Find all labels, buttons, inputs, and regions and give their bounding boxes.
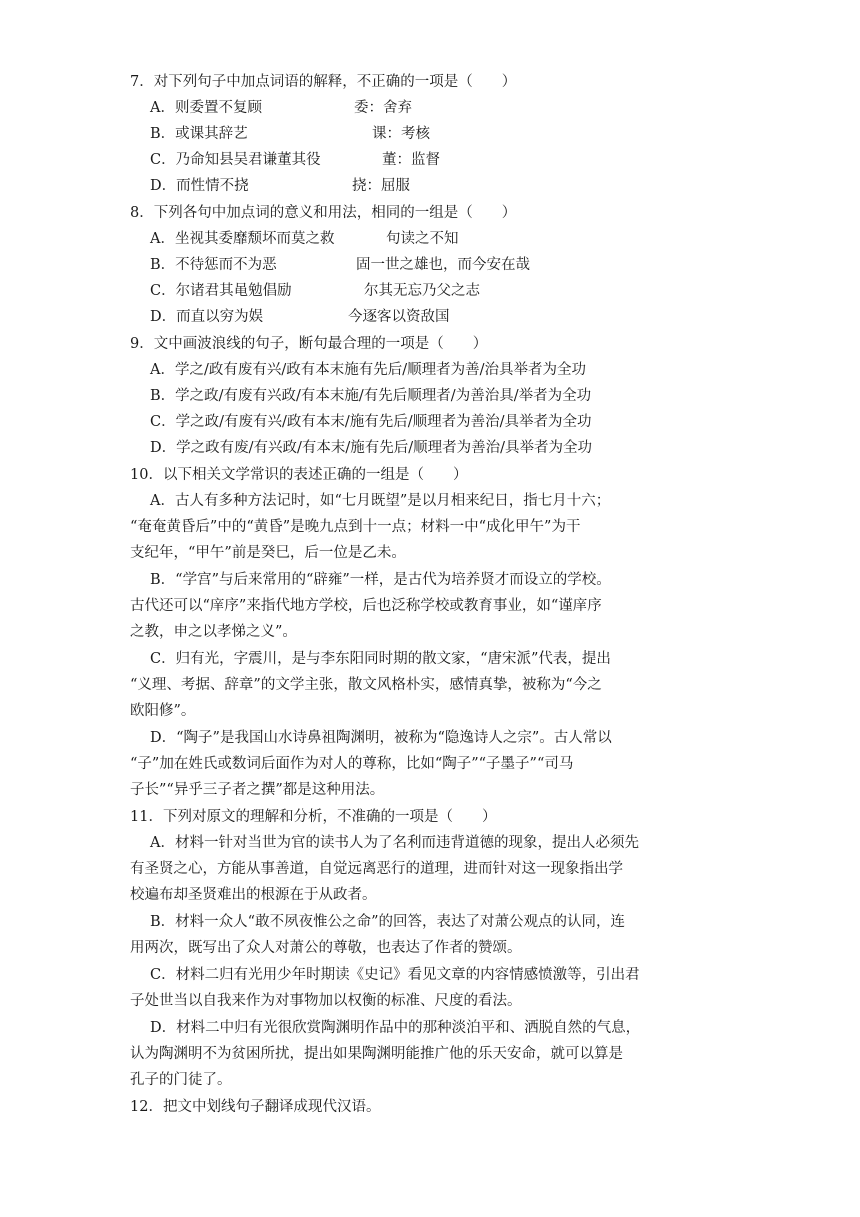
question-9-option-a: A．学之/政有废有兴/政有本末施有先后/顺理者为善/治具举者为全功 (150, 362, 587, 378)
question-10-line: “义理、考据、辞章”的文学主张，散文风格朴实，感情真挚，被称为“今之 (130, 677, 602, 693)
question-10-line: D．“陶子”是我国山水诗鼻祖陶渊明，被称为“隐逸诗人之宗”。古人常以 (150, 730, 612, 746)
question-11-line: 子处世当以自我来作为对事物加以权衡的标准、尺度的看法。 (130, 993, 522, 1009)
question-10-line: 之教，申之以孝悌之义”。 (130, 624, 297, 640)
question-10-line: 支纪年，“甲午”前是癸巳，后一位是乙未。 (130, 545, 406, 561)
question-11-line: 认为陶渊明不为贫困所扰，提出如果陶渊明能推广他的乐天安命，就可以算是 (130, 1046, 623, 1062)
question-9-option-b: B．学之政/有废有兴政/有本末施/有先后顺理者/为善治具/举者为全功 (150, 388, 592, 404)
option-text: A．坐视其委靡颓坏而莫之救 (150, 231, 335, 247)
question-7-option-d (150, 176, 410, 196)
option-gloss: 句读之不知 (386, 231, 459, 247)
question-10-line: 子长”“异乎三子者之撰”都是这种用法。 (130, 782, 385, 798)
option-text: D．而性情不挠 (150, 178, 249, 194)
question-10-line: 欧阳修”。 (130, 703, 196, 719)
question-11-line: A．材料一针对当世为官的读书人为了名利而违背道德的现象，提出人必须先 (150, 835, 639, 851)
option-gloss: 委：舍弃 (354, 100, 412, 116)
question-9-option-d: D．学之政有废/有兴政/有本末/施有先后/顺理者为善治/具举者为全功 (150, 440, 593, 456)
option-text: A．则委置不复顾 (150, 100, 262, 116)
question-7-option-b (150, 124, 430, 144)
question-11-stem: 11．下列对原文的理解和分析，不准确的一项是（ ） (130, 809, 497, 825)
question-9-stem: 9．文中画波浪线的句子，断句最合理的一项是（ ） (130, 336, 488, 352)
question-11-line: 用两次，既写出了众人对萧公的尊敬，也表达了作者的赞颂。 (130, 940, 522, 956)
question-8-option-a (150, 229, 459, 249)
question-8-stem: 8．下列各句中加点词的意义和用法，相同的一组是（ ） (130, 205, 517, 221)
question-7-option-a (150, 98, 412, 118)
option-text: B．或课其辞艺 (150, 126, 248, 142)
question-11-line: 校遍布却圣贤难出的根源在于从政者。 (130, 887, 377, 903)
question-10-line: “子”加在姓氏或数词后面作为对人的尊称，比如“陶子”“子墨子”“司马 (130, 756, 574, 772)
option-text: B．不待惩而不为恶 (150, 257, 277, 273)
question-10-line: B．“学宫”与后来常用的“辟雍”一样，是古代为培养贤才而设立的学校。 (150, 572, 611, 588)
question-12-stem: 12．把文中划线句子翻译成现代汉语。 (130, 1099, 381, 1115)
question-11-line: D．材料二中归有光很欣赏陶渊明作品中的那种淡泊平和、洒脱自然的气息， (150, 1020, 641, 1036)
option-text: D．而直以穷为娱 (150, 309, 264, 325)
option-gloss: 固一世之雄也，而今安在哉 (356, 257, 530, 273)
question-10-line: 古代还可以“庠序”来指代地方学校，后也泛称学校或教育事业，如“谨庠序 (130, 598, 602, 614)
question-11-line: 孔子的门徒了。 (130, 1072, 232, 1088)
question-8-option-b (150, 255, 530, 275)
question-11-line: C．材料二归有光用少年时期读《史记》看见文章的内容情感愤激等，引出君 (150, 967, 640, 983)
option-gloss: 董：监督 (382, 152, 440, 168)
option-text: C．尔诸君其黾勉倡励 (150, 283, 292, 299)
question-10-line: C．归有光，字震川，是与李东阳同时期的散文家，“唐宋派”代表，提出 (150, 651, 611, 667)
option-gloss: 挠：屈服 (352, 178, 410, 194)
question-11-line: 有圣贤之心，方能从事善道，自觉远离恶行的道理，进而针对这一现象指出学 (130, 861, 623, 877)
question-11-line: B．材料一众人“敢不夙夜惟公之命”的回答，表达了对萧公观点的认同，连 (150, 914, 625, 930)
option-gloss: 课：考核 (372, 126, 430, 142)
question-10-stem: 10．以下相关文学常识的表述正确的一组是（ ） (130, 467, 468, 483)
question-10-line: “奄奄黄昏后”中的“黄昏”是晚九点到十一点；材料一中“成化甲午”为干 (130, 519, 581, 535)
question-9-option-c: C．学之政/有废有兴/政有本末/施有先后/顺理者为善治/具举者为全功 (150, 414, 592, 430)
question-8-option-c (150, 281, 480, 301)
option-gloss: 今逐客以资敌国 (348, 309, 450, 325)
question-7-stem: 7．对下列句子中加点词语的解释，不正确的一项是（ ） (130, 74, 517, 90)
question-7-option-c (150, 150, 440, 170)
question-8-option-d (150, 307, 450, 327)
question-10-line: A．古人有多种方法记时，如“七月既望”是以月相来纪日，指七月十六； (150, 493, 611, 509)
option-text: C．乃命知县吴君谦董其役 (150, 152, 321, 168)
option-gloss: 尔其无忘乃父之志 (364, 283, 480, 299)
